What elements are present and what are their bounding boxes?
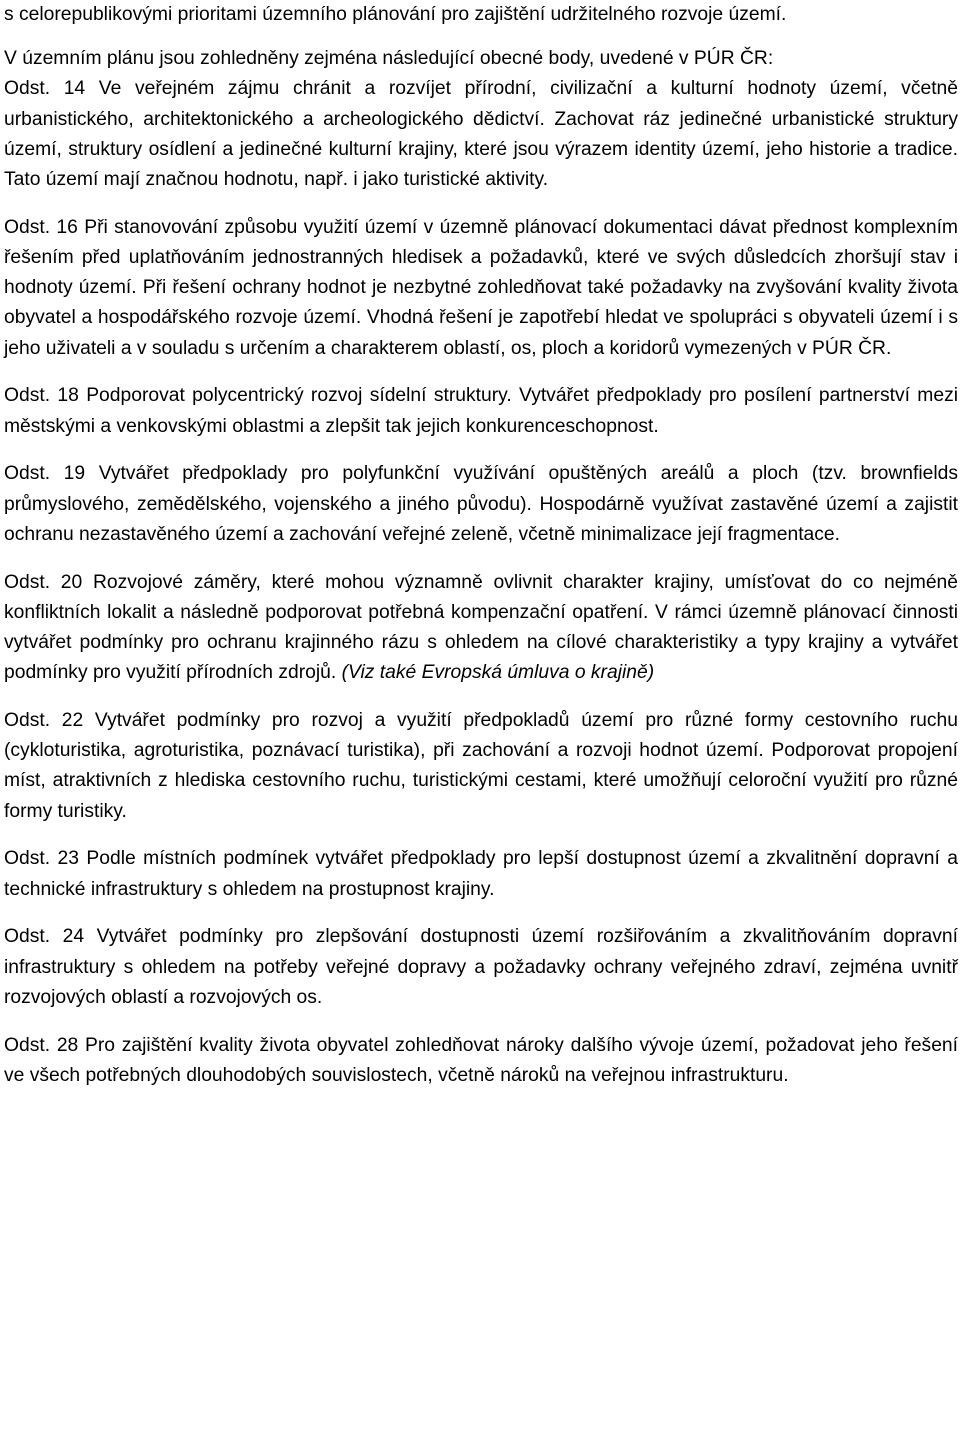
paragraph-text: Odst. 23 Podle místních podmínek vytvářet předpoklady pro lepší dostupnost území a zkvalitnění dopravní a technické infrastruktury s ohledem na prostupnost krajiny. <box>4 848 958 900</box>
paragraph-odst-24 <box>4 922 958 1013</box>
paragraph-pur-intro <box>4 44 958 74</box>
paragraph-odst-18 <box>4 381 958 441</box>
paragraph-text: Odst. 22 Vytvářet podmínky pro rozvoj a využití předpokladů území pro různé formy cestovního ruchu (cykloturistika, agroturistika, poznávací turistika), při zachování a rozvoji hodnot území. Podporovat propojení míst, atraktivních z hlediska cestovního ruchu, turistickými cestami, které umožňují celoroční využití pro různé formy turistiky. <box>4 710 958 822</box>
paragraph-odst-28 <box>4 1031 958 1091</box>
paragraph-odst-23 <box>4 844 958 904</box>
paragraph-text: s celorepublikovými prioritami územního plánování pro zajištění udržitelného rozvoje území. <box>4 4 787 25</box>
paragraph-text: Odst. 20 Rozvojové záměry, které mohou významně ovlivnit charakter krajiny, umísťovat do co nejméně konfliktních lokalit a následně podporovat potřebná kompenzační opatření. V rámci územně plánovací činnosti vytvářet podmínky pro ochranu krajinného rázu s ohledem na cílové charakteristiky a typy krajiny a vytvářet podmínky pro využití přírodních zdrojů. <box>4 571 958 684</box>
paragraph-text: Odst. 16 Při stanovování způsobu využití území v územně plánovací dokumentaci dávat přednost komplexním řešením před uplatňováním jednostranných hledisek a požadavků, které ve svých důsledcích zhoršují stav i hodnoty území. Při řešení ochrany hodnot je nezbytné zohledňovat také požadavky na zvyšování kvality života obyvatel a hospodářského rozvoje území. Vhodná řešení je zapotřebí hledat ve spolupráci s obyvateli území i s jeho uživateli a v souladu s určením a charakterem oblastí, os, ploch a koridorů vymezených v PÚR ČR. <box>4 216 958 359</box>
paragraph-text: Odst. 14 Ve veřejném zájmu chránit a rozvíjet přírodní, civilizační a kulturní hodnoty území, včetně urbanistického, architektonického a archeologického dědictví. Zachovat ráz jedinečné urbanistické struktury území, struktury osídlení a jedinečné kulturní krajiny, které jsou výrazem identity území, jeho historie a tradice. Tato území mají značnou hodnotu, např. i jako turistické aktivity. <box>4 78 958 191</box>
paragraph-odst-14 <box>4 74 958 195</box>
paragraph-odst-20 <box>4 568 958 689</box>
paragraph-text: V územním plánu jsou zohledněny zejména následující obecné body, uvedené v PÚR ČR: <box>4 48 774 70</box>
paragraph-odst-19 <box>4 459 958 550</box>
document-page <box>4 0 958 1109</box>
paragraph-odst-22 <box>4 706 958 827</box>
paragraph-odst-16 <box>4 213 958 364</box>
paragraph-text: Odst. 28 Pro zajištění kvality života obyvatel zohledňovat nároky dalšího vývoje území, požadovat jeho řešení ve všech potřebných dlouhodobých souvislostech, včetně nároků na veřejnou infrastrukturu. <box>4 1034 958 1086</box>
paragraph-text: Odst. 19 Vytvářet předpoklady pro polyfunkční využívání opuštěných areálů a ploch (tzv. brownfields průmyslového, zemědělského, vojenského a jiného původu). Hospodárně využívat zastavěné území a zajistit ochranu nezastavěného území a zachování veřejné zeleně, včetně minimalizace její fragmentace. <box>4 463 958 545</box>
paragraph-italic-note: (Viz také Evropská úmluva o krajině) <box>341 662 655 684</box>
paragraph-intro-continuation <box>4 0 958 30</box>
paragraph-text: Odst. 24 Vytvářet podmínky pro zlepšování dostupnosti území rozšiřováním a zkvalitňováním dopravní infrastruktury s ohledem na potřeby veřejné dopravy a požadavky ochrany veřejného zdraví, zejména uvnitř rozvojových oblastí a rozvojových os. <box>4 926 958 1008</box>
paragraph-text: Odst. 18 Podporovat polycentrický rozvoj sídelní struktury. Vytvářet předpoklady pro posílení partnerství mezi městskými a venkovskými oblastmi a zlepšit tak jejich konkurenceschopnost. <box>4 385 958 437</box>
